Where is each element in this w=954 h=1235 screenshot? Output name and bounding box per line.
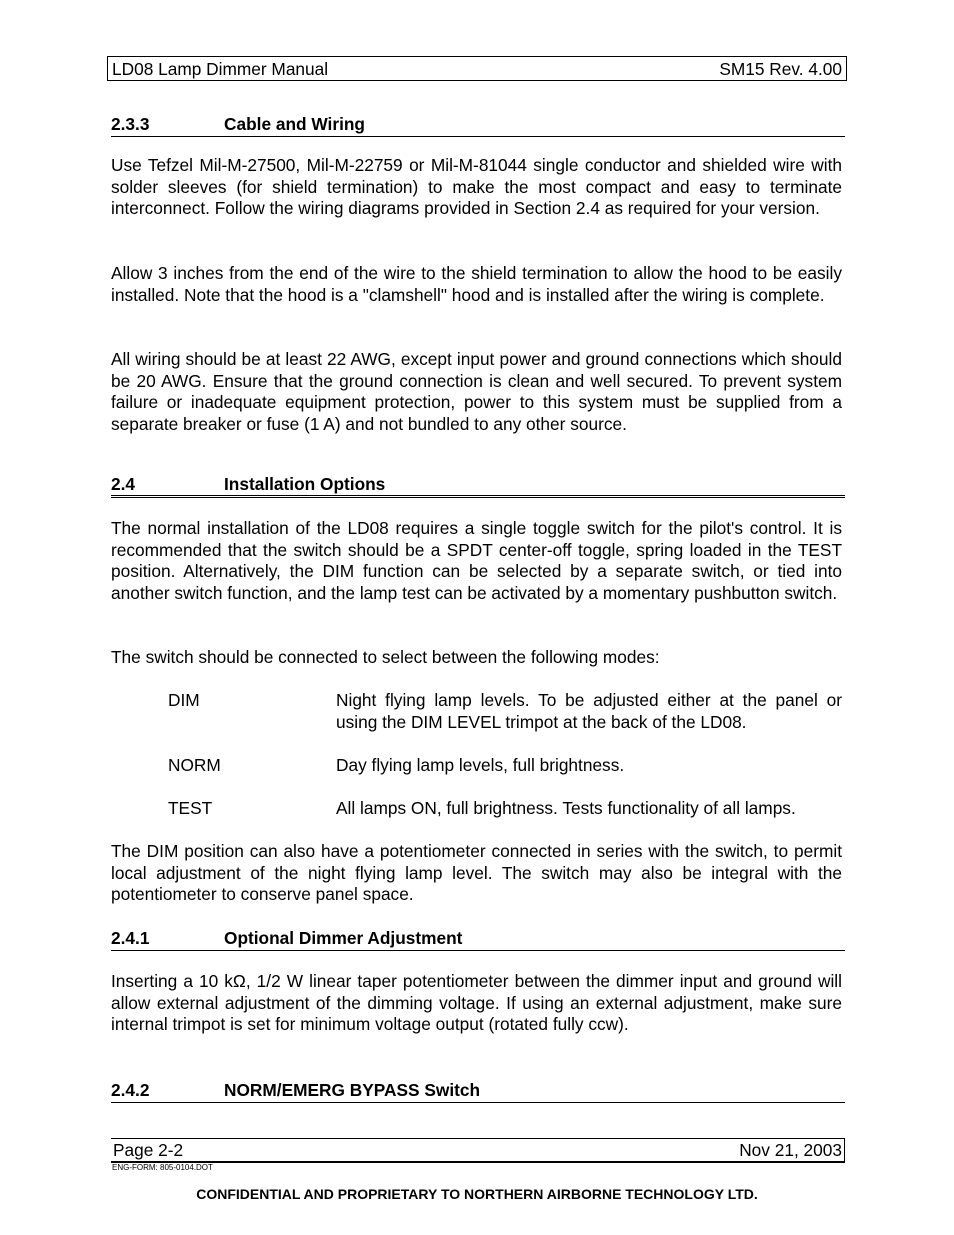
mode-description: All lamps ON, full brightness. Tests functionality of all lamps. [336,798,796,818]
section-title: NORM/EMERG BYPASS Switch [224,1080,481,1100]
section-title: Installation Options [224,474,386,494]
mode-description: Night flying lamp levels. To be adjusted either at the panel or using the DIM LEVEL trimpot at the back of the LD08. [336,690,842,732]
paragraph: The DIM position can also have a potentiometer connected in series with the switch, to permit local adjustment of the night flying lamp level. The switch may also be integral with the potentiometer to conserve panel space. [111,841,842,905]
paragraph: Allow 3 inches from the end of the wire to the shield termination to allow the hood to be easily installed. Note that the hood is a "clamshell" hood and is installed after the wiring is complete. [111,263,842,305]
page-footer [111,1138,845,1163]
mode-name: TEST [168,798,213,818]
section-number: 2.3.3 [111,114,150,134]
mode-description: Day flying lamp levels, full brightness. [336,755,625,775]
heading-rule-double [111,495,845,498]
mode-name: NORM [168,755,221,775]
mode-row-dim [168,690,842,733]
paragraph: Use Tefzel Mil-M-27500, Mil-M-22759 or Mil-M-81044 single conductor and shielded wire with solder sleeves (for shield termination) to make the most compact and easy to terminate interconnect. Follow the wiring diagrams provided in Section 2.4 as required for your version. [111,155,842,219]
section-title: Optional Dimmer Adjustment [224,928,463,948]
page-header [107,56,847,81]
document-title: LD08 Lamp Dimmer Manual [112,58,329,79]
mode-row-norm [168,755,842,777]
section-title: Cable and Wiring [224,114,365,134]
heading-rule [111,950,845,951]
section-heading-2-3-3 [111,114,845,134]
section-number: 2.4.1 [111,928,150,948]
paragraph: The normal installation of the LD08 requires a single toggle switch for the pilot's control. It is recommended that the switch should be a SPDT center-off toggle, spring loaded in the TEST position. Alternatively, the DIM function can be selected by a separate switch, or tied into another switch function, and the lamp test can be activated by a momentary pushbutton switch. [111,518,842,604]
mode-row-test [168,798,842,820]
section-heading-2-4-2 [111,1080,845,1100]
section-number: 2.4.2 [111,1080,150,1100]
document-date: Nov 21, 2003 [739,1140,842,1160]
confidentiality-notice: CONFIDENTIAL AND PROPRIETARY TO NORTHERN AIRBORNE TECHNOLOGY LTD. [196,1186,758,1202]
section-number: 2.4 [111,474,136,494]
mode-name: DIM [168,690,200,710]
section-heading-2-4-1 [111,928,845,948]
page-number: Page 2-2 [113,1140,184,1160]
form-id: ENG-FORM: 805-0104.DOT [112,1163,213,1172]
heading-rule [111,1102,845,1103]
paragraph: All wiring should be at least 22 AWG, except input power and ground connections which should be 20 AWG. Ensure that the ground connection is clean and well secured. To prevent system failure or inadequate equipment protection, power to this system must be supplied from a separate breaker or fuse (1 A) and not bundled to any other source. [111,349,842,435]
section-heading-2-4 [111,474,845,494]
paragraph: The switch should be connected to select between the following modes: [111,647,660,667]
document-revision: SM15 Rev. 4.00 [719,58,842,79]
paragraph: Inserting a 10 kΩ, 1/2 W linear taper potentiometer between the dimmer input and ground will allow external adjustment of the dimming voltage. If using an external adjustment, make sure internal trimpot is set for minimum voltage output (rotated fully ccw). [111,971,842,1035]
heading-rule [111,136,845,137]
